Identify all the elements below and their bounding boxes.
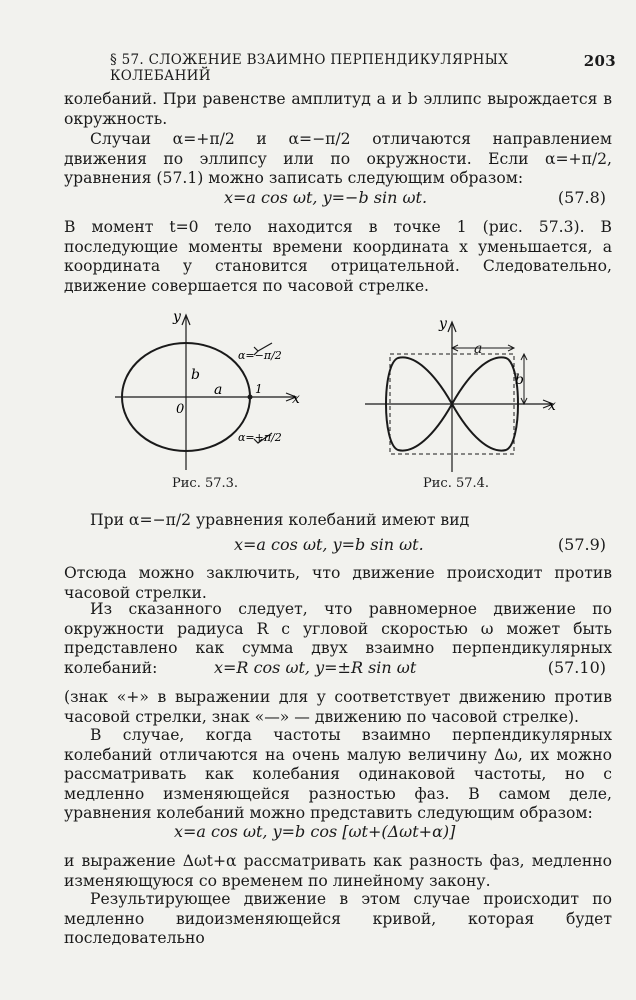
x-label: x [292, 391, 300, 407]
x-label: x [548, 398, 556, 414]
paragraph-1: колебаний. При равенстве амплитуд a и b эллипс вырождается в окружность. [64, 90, 612, 128]
figure-57-4 [360, 312, 565, 477]
y-label: y [439, 316, 447, 332]
caption-57-4: Рис. 57.4. [423, 476, 490, 491]
b-label: b [191, 367, 200, 383]
alpha-minus-label: α=−π/2 [238, 349, 282, 362]
b-label: b [515, 372, 524, 388]
point-1-label: 1 [255, 382, 263, 396]
origin-label: 0 [176, 402, 185, 417]
paragraph-8: В случае, когда частоты взаимно перпендикулярных колебаний отличаются на очень малую величину Δω, их можно рассматривать как колебания одинаковой частоты, но с медленно изменяющейся разностью фаз. В самом деле, уравнения колебаний можно представить следующим образом: [64, 726, 612, 823]
equation-57-9: x=a cos ωt, y=b sin ωt. (57.9) [234, 535, 606, 554]
paragraph-6: Из сказанного следует, что равномерное движение по окружности радиуса R с угловой скоростью ω может быть представлено как сумма двух взаимно перпендикулярных колебаний: [64, 600, 612, 677]
y-label: y [173, 309, 181, 325]
a-label: a [214, 382, 223, 398]
caption-57-3: Рис. 57.3. [172, 476, 239, 491]
paragraph-4: При α=−π/2 уравнения колебаний имеют вид [90, 511, 470, 529]
alpha-plus-label: α=+π/2 [238, 431, 282, 444]
paragraph-2: Случаи α=+π/2 и α=−π/2 отличаются направлением движения по эллипсу или по окружности. Если α=+π/2, уравнения (57.1) можно записать следующим образом: [64, 130, 612, 188]
section-title: § 57. СЛОЖЕНИЕ ВЗАИМНО ПЕРПЕНДИКУЛЯРНЫХ КОЛЕБАНИЙ [110, 52, 509, 84]
paragraph-10: Результирующее движение в этом случае происходит по медленно видоизменяющейся кривой, которая будет последовательно [64, 890, 612, 948]
running-header [110, 52, 616, 84]
figure-57-3 [110, 305, 310, 475]
paragraph-9: и выражение Δωt+α рассматривать как разность фаз, медленно изменяющуюся со временем по линейному закону. [64, 852, 612, 890]
paragraph-5: Отсюда можно заключить, что движение происходит против часовой стрелки. [64, 564, 612, 602]
equation-57-10: x=R cos ωt, y=±R sin ωt (57.10) [214, 658, 606, 677]
equation-57-8: x=a cos ωt, y=−b sin ωt. (57.8) [224, 188, 606, 207]
page-number: 203 [583, 52, 616, 70]
paragraph-3: В момент t=0 тело находится в точке 1 (рис. 57.3). В последующие моменты времени координата x уменьшается, а координата y становится отрицательной. Следовательно, движение совершается по часовой стрелке. [64, 218, 612, 295]
paragraph-7: (знак «+» в выражении для y соответствует движению против часовой стрелки, знак «—» — движению по часовой стрелке). [64, 688, 612, 726]
point-1 [248, 395, 253, 400]
a-label: a [474, 341, 483, 357]
equation-phase: x=a cos ωt, y=b cos [ωt+(Δωt+α)] [174, 822, 456, 841]
